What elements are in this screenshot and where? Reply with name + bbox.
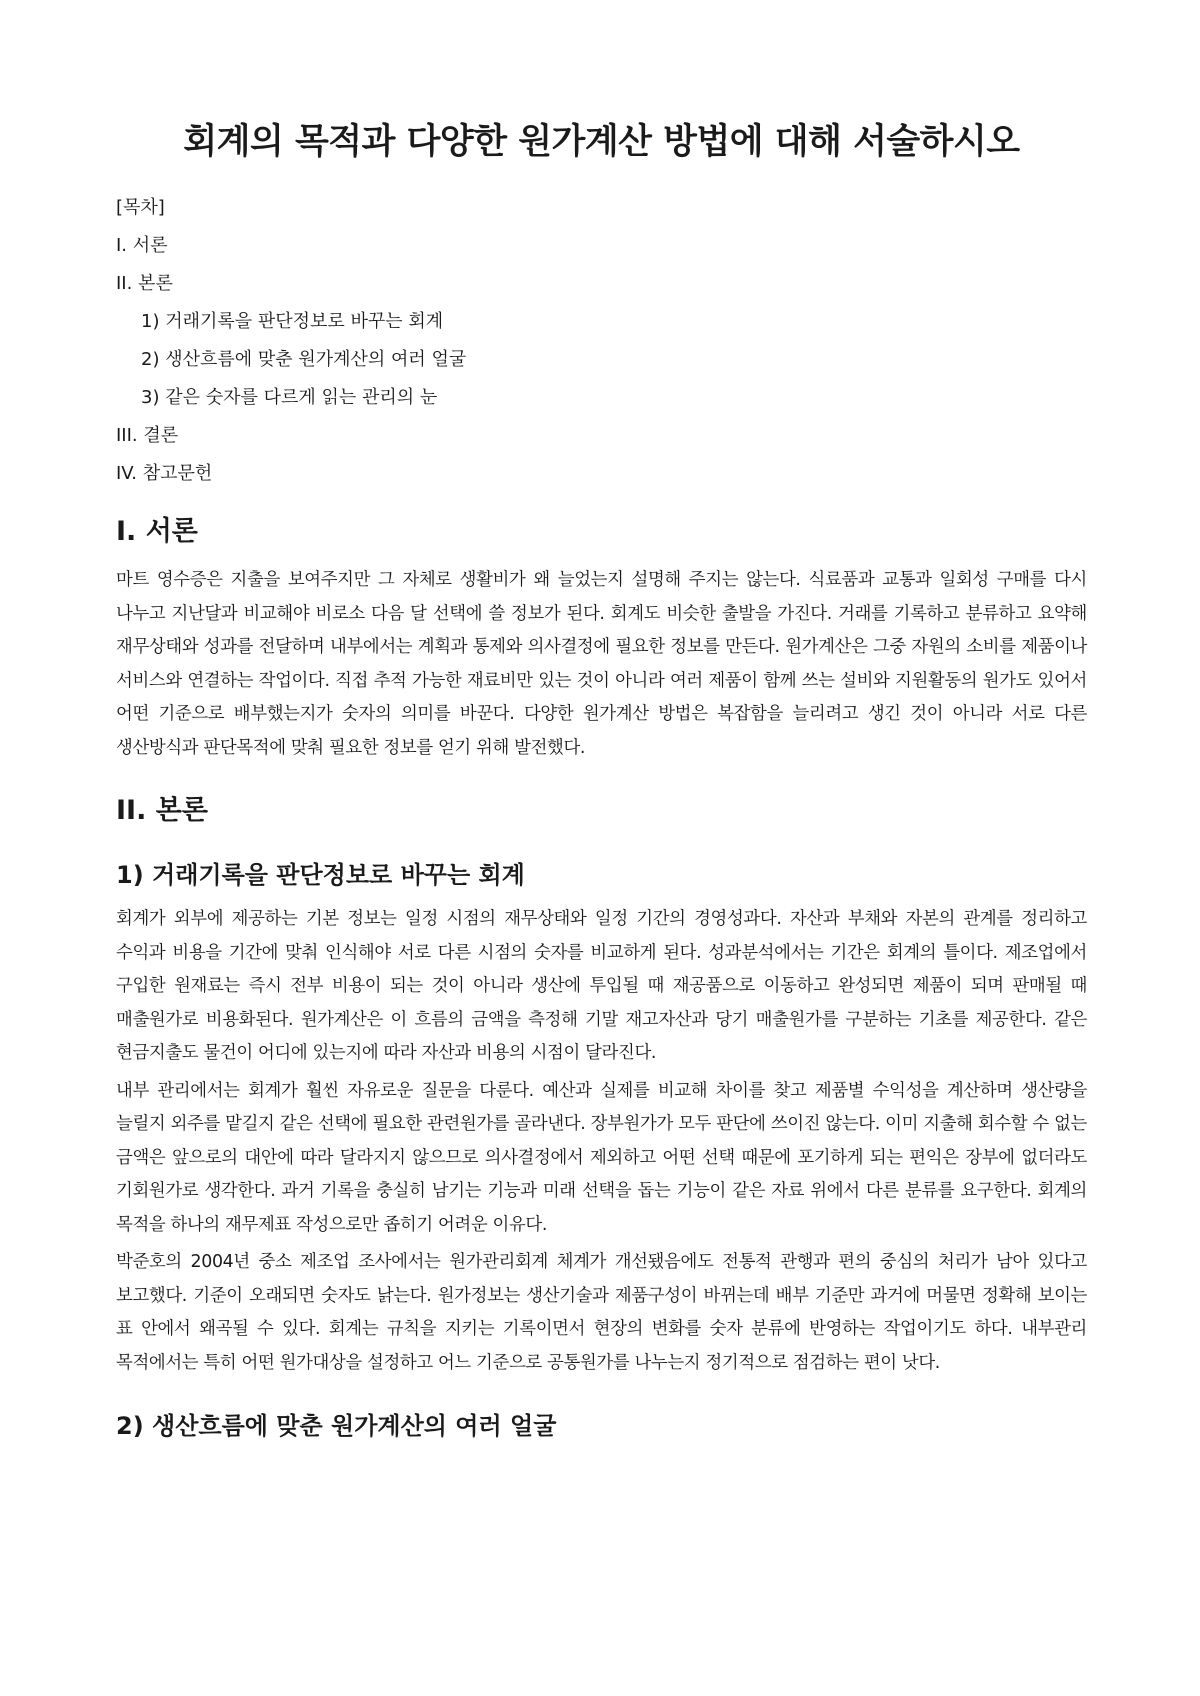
document-title: 회계의 목적과 다양한 원가계산 방법에 대해 서술하시오 bbox=[183, 122, 1020, 162]
toc-item-introduction: I. 서론 bbox=[116, 235, 168, 256]
paragraph: 박준호의 2004년 중소 제조업 조사에서는 원가관리회계 체계가 개선됐음에도 전통적 관행과 편의 중심의 처리가 남아 있다고 보고했다. 기준이 오래되면 숫자도 낡는다. 원가정보는 생산기술과 제품구성이 바뀌는데 배부 기준만 과거에 머물면 정확해 보이는 표 안에서 왜곡될 수 있다. 회계는 규칙을 지키는 기록이면서 현장의 변화를 숫자 분류에 반영하는 작업이기도 하다. 내부관리 목적에서는 특히 어떤 원가대상을 설정하고 어느 기준으로 공통원가를 나누는지 정기적으로 점검하는 편이 낫다. bbox=[116, 1252, 1087, 1373]
section-heading-introduction: I. 서론 bbox=[116, 516, 198, 547]
toc-item-body: II. 본론 bbox=[116, 273, 173, 294]
paragraph: 마트 영수증은 지출을 보여주지만 그 자체로 생활비가 왜 늘었는지 설명해 주지는 않는다. 식료품과 교통과 일회성 구매를 다시 나누고 지난달과 비교해야 비로소 다음 달 선택에 쓸 정보가 된다. 회계도 비슷한 출발을 가진다. 거래를 기록하고 분류하고 요약해 재무상태와 성과를 전달하며 내부에서는 계획과 통제와 의사결정에 필요한 정보를 만든다. 원가계산은 그중 자원의 소비를 제품이나 서비스와 연결하는 작업이다. 직접 추적 가능한 재료비만 있는 것이 아니라 여러 제품이 함께 쓰는 설비와 지원활동의 원가도 있어서 어떤 기준으로 배부했는지가 숫자의 의미를 바꾼다. 다양한 원가계산 방법은 복잡함을 늘리려고 생긴 것이 아니라 서로 다른 생산방식과 판단목적에 맞춰 필요한 정보를 얻기 위해 발전했다. bbox=[116, 570, 1087, 758]
toc-item-body-1: 1) 거래기록을 판단정보로 바꾸는 회계 bbox=[141, 311, 444, 332]
toc-heading: [목차] bbox=[116, 197, 165, 218]
section-heading-body: II. 본론 bbox=[116, 795, 208, 826]
section-body bbox=[116, 793, 1087, 1442]
subsection-heading-1: 1) 거래기록을 판단정보로 바꾸는 회계 bbox=[116, 861, 525, 889]
toc-item-conclusion: III. 결론 bbox=[116, 425, 179, 446]
section-introduction bbox=[116, 514, 1087, 765]
paragraph: 회계가 외부에 제공하는 기본 정보는 일정 시점의 재무상태와 일정 기간의 경영성과다. 자산과 부채와 자본의 관계를 정리하고 수익과 비용을 기간에 맞춰 인식해야 서로 다른 시점의 숫자를 비교하게 된다. 성과분석에서는 기간은 회계의 틀이다. 제조업에서 구입한 원재료는 즉시 전부 비용이 되는 것이 아니라 생산에 투입될 때 재공품으로 이동하고 완성되면 제품이 되며 판매될 때 매출원가로 비용화된다. 원가계산은 이 흐름의 금액을 측정해 기말 재고자산과 당기 매출원가를 구분하는 기초를 제공한다. 같은 현금지출도 물건이 어디에 있는지에 따라 자산과 비용의 시점이 달라진다. bbox=[116, 909, 1087, 1063]
toc-item-references: IV. 참고문헌 bbox=[116, 463, 213, 484]
table-of-contents bbox=[116, 196, 1087, 486]
subsection-heading-2: 2) 생산흐름에 맞춘 원가계산의 여러 얼굴 bbox=[116, 1412, 557, 1440]
paragraph: 내부 관리에서는 회계가 훨씬 자유로운 질문을 다룬다. 예산과 실제를 비교해 차이를 찾고 제품별 수익성을 계산하며 생산량을 늘릴지 외주를 맡길지 같은 선택에 필요한 관련원가를 골라낸다. 장부원가가 모두 판단에 쓰이진 않는다. 이미 지출해 회수할 수 없는 금액은 앞으로의 대안에 따라 달라지지 않으므로 의사결정에서 제외하고 어떤 선택 때문에 포기하게 되는 편익은 장부에 없더라도 기회원가로 생각한다. 과거 기록을 충실히 남기는 기능과 미래 선택을 돕는 기능이 같은 자료 위에서 다른 분류를 요구한다. 회계의 목적을 하나의 재무제표 작성으로만 좁히기 어려운 이유다. bbox=[116, 1080, 1087, 1235]
toc-item-body-3: 3) 같은 숫자를 다르게 읽는 관리의 눈 bbox=[141, 387, 438, 408]
toc-item-body-2: 2) 생산흐름에 맞춘 원가계산의 여러 얼굴 bbox=[141, 349, 467, 370]
